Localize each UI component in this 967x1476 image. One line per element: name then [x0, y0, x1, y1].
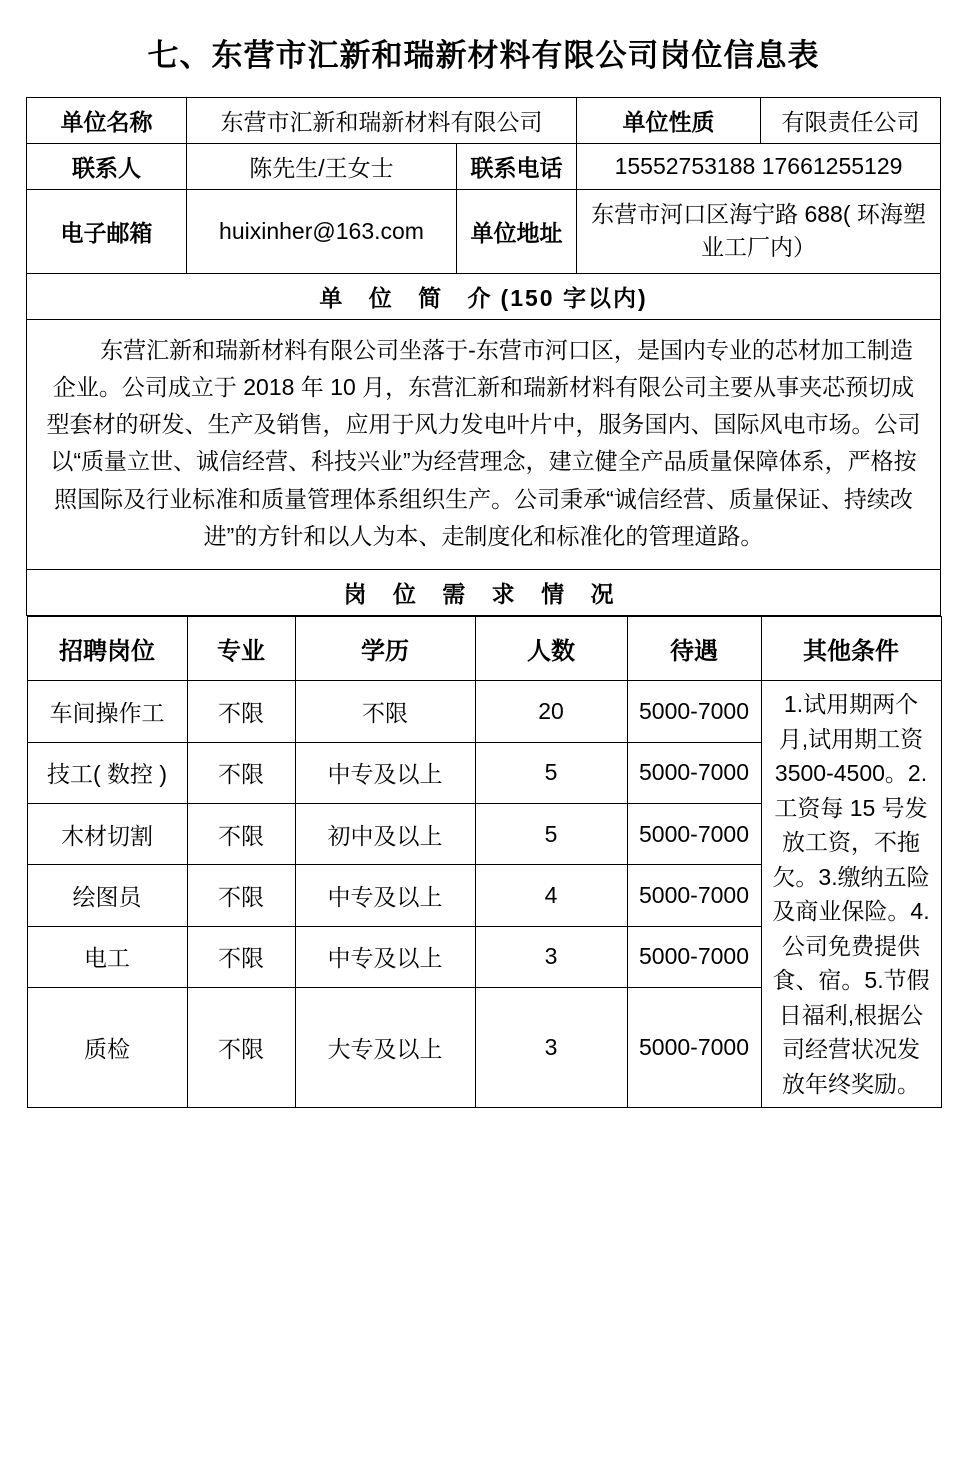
page-title: 七、东营市汇新和瑞新材料有限公司岗位信息表: [147, 38, 820, 73]
cell-education: 大专及以上: [295, 988, 475, 1108]
cell-post: 质检: [27, 988, 187, 1108]
cell-education: 不限: [295, 681, 475, 742]
table-row: [27, 570, 941, 616]
profile-heading: [27, 273, 941, 319]
table-row: [27, 319, 941, 570]
profile-heading-suffix: (150 字以内): [500, 284, 648, 311]
cell-count: 5: [475, 742, 627, 803]
cell-salary: 5000-7000: [627, 742, 761, 803]
col-education: 学历: [295, 617, 475, 681]
col-other: 其他条件: [761, 617, 941, 681]
cell-education: 初中及以上: [295, 803, 475, 864]
cell-count: 5: [475, 803, 627, 864]
company-info-table: [26, 97, 941, 1108]
cell-count: 4: [475, 865, 627, 926]
cell-post: 绘图员: [27, 865, 187, 926]
table-row: [27, 98, 941, 144]
cell-major: 不限: [187, 988, 295, 1108]
cell-education: 中专及以上: [295, 865, 475, 926]
company-type-label: 单位性质: [577, 98, 761, 144]
cell-other-conditions: 1.试用期两个月,试用期工资3500-4500。2.工资每 15 号发放工资，不拖欠。3.缴纳五险及商业保险。4.公司免费提供食、宿。5.节假日福利,根据公司经营状况发放年终奖励。: [761, 681, 941, 1108]
cell-post: 电工: [27, 926, 187, 987]
email-value: huixinher@163.com: [187, 190, 457, 274]
phone-value: 15552753188 17661255129: [577, 144, 941, 190]
cell-major: 不限: [187, 803, 295, 864]
cell-major: 不限: [187, 926, 295, 987]
cell-education: 中专及以上: [295, 742, 475, 803]
cell-salary: 5000-7000: [627, 803, 761, 864]
cell-count: 3: [475, 926, 627, 987]
cell-major: 不限: [187, 742, 295, 803]
contact-label: 联系人: [27, 144, 187, 190]
company-name-value: 东营市汇新和瑞新材料有限公司: [187, 98, 577, 144]
cell-salary: 5000-7000: [627, 988, 761, 1108]
table-row: [27, 273, 941, 319]
table-row: [27, 190, 941, 274]
cell-salary: 5000-7000: [627, 681, 761, 742]
cell-count: 3: [475, 988, 627, 1108]
cell-post: 技工( 数控 ): [27, 742, 187, 803]
jobs-heading: 岗 位 需 求 情 况: [27, 570, 941, 616]
email-label: 电子邮箱: [27, 190, 187, 274]
cell-salary: 5000-7000: [627, 865, 761, 926]
table-row: [27, 681, 941, 742]
cell-major: 不限: [187, 681, 295, 742]
phone-label: 联系电话: [457, 144, 577, 190]
job-requirements-table: [27, 616, 942, 1108]
col-major: 专业: [187, 617, 295, 681]
contact-value: 陈先生/王女士: [187, 144, 457, 190]
company-type-value: 有限责任公司: [761, 98, 941, 144]
cell-post: 车间操作工: [27, 681, 187, 742]
table-row: [27, 616, 941, 1109]
cell-count: 20: [475, 681, 627, 742]
col-salary: 待遇: [627, 617, 761, 681]
table-header-row: [27, 617, 941, 681]
company-name-label: 单位名称: [27, 98, 187, 144]
cell-major: 不限: [187, 865, 295, 926]
address-label: 单位地址: [457, 190, 577, 274]
cell-salary: 5000-7000: [627, 926, 761, 987]
address-value: 东营市河口区海宁路 688( 环海塑业工厂内）: [577, 190, 941, 274]
profile-text: 东营汇新和瑞新材料有限公司坐落于-东营市河口区，是国内专业的芯材加工制造企业。公司成立于 2018 年 10 月，东营汇新和瑞新材料有限公司主要从事夹芯预切成型套材的研发、生产及销售，应用于风力发电叶片中，服务国内、国际风电市场。公司以“质量立世、诚信经营、科技兴业”为经营理念，建立健全产品质量保障体系，严格按照国际及行业标准和质量管理体系组织生产。公司秉承“诚信经营、质量保证、持续改进”的方针和以人为本、走制度化和标准化的管理道路。: [27, 319, 941, 570]
profile-heading-main: 单 位 简 介: [319, 284, 501, 311]
cell-education: 中专及以上: [295, 926, 475, 987]
col-post: 招聘岗位: [27, 617, 187, 681]
cell-post: 木材切割: [27, 803, 187, 864]
col-count: 人数: [475, 617, 627, 681]
table-row: [27, 144, 941, 190]
